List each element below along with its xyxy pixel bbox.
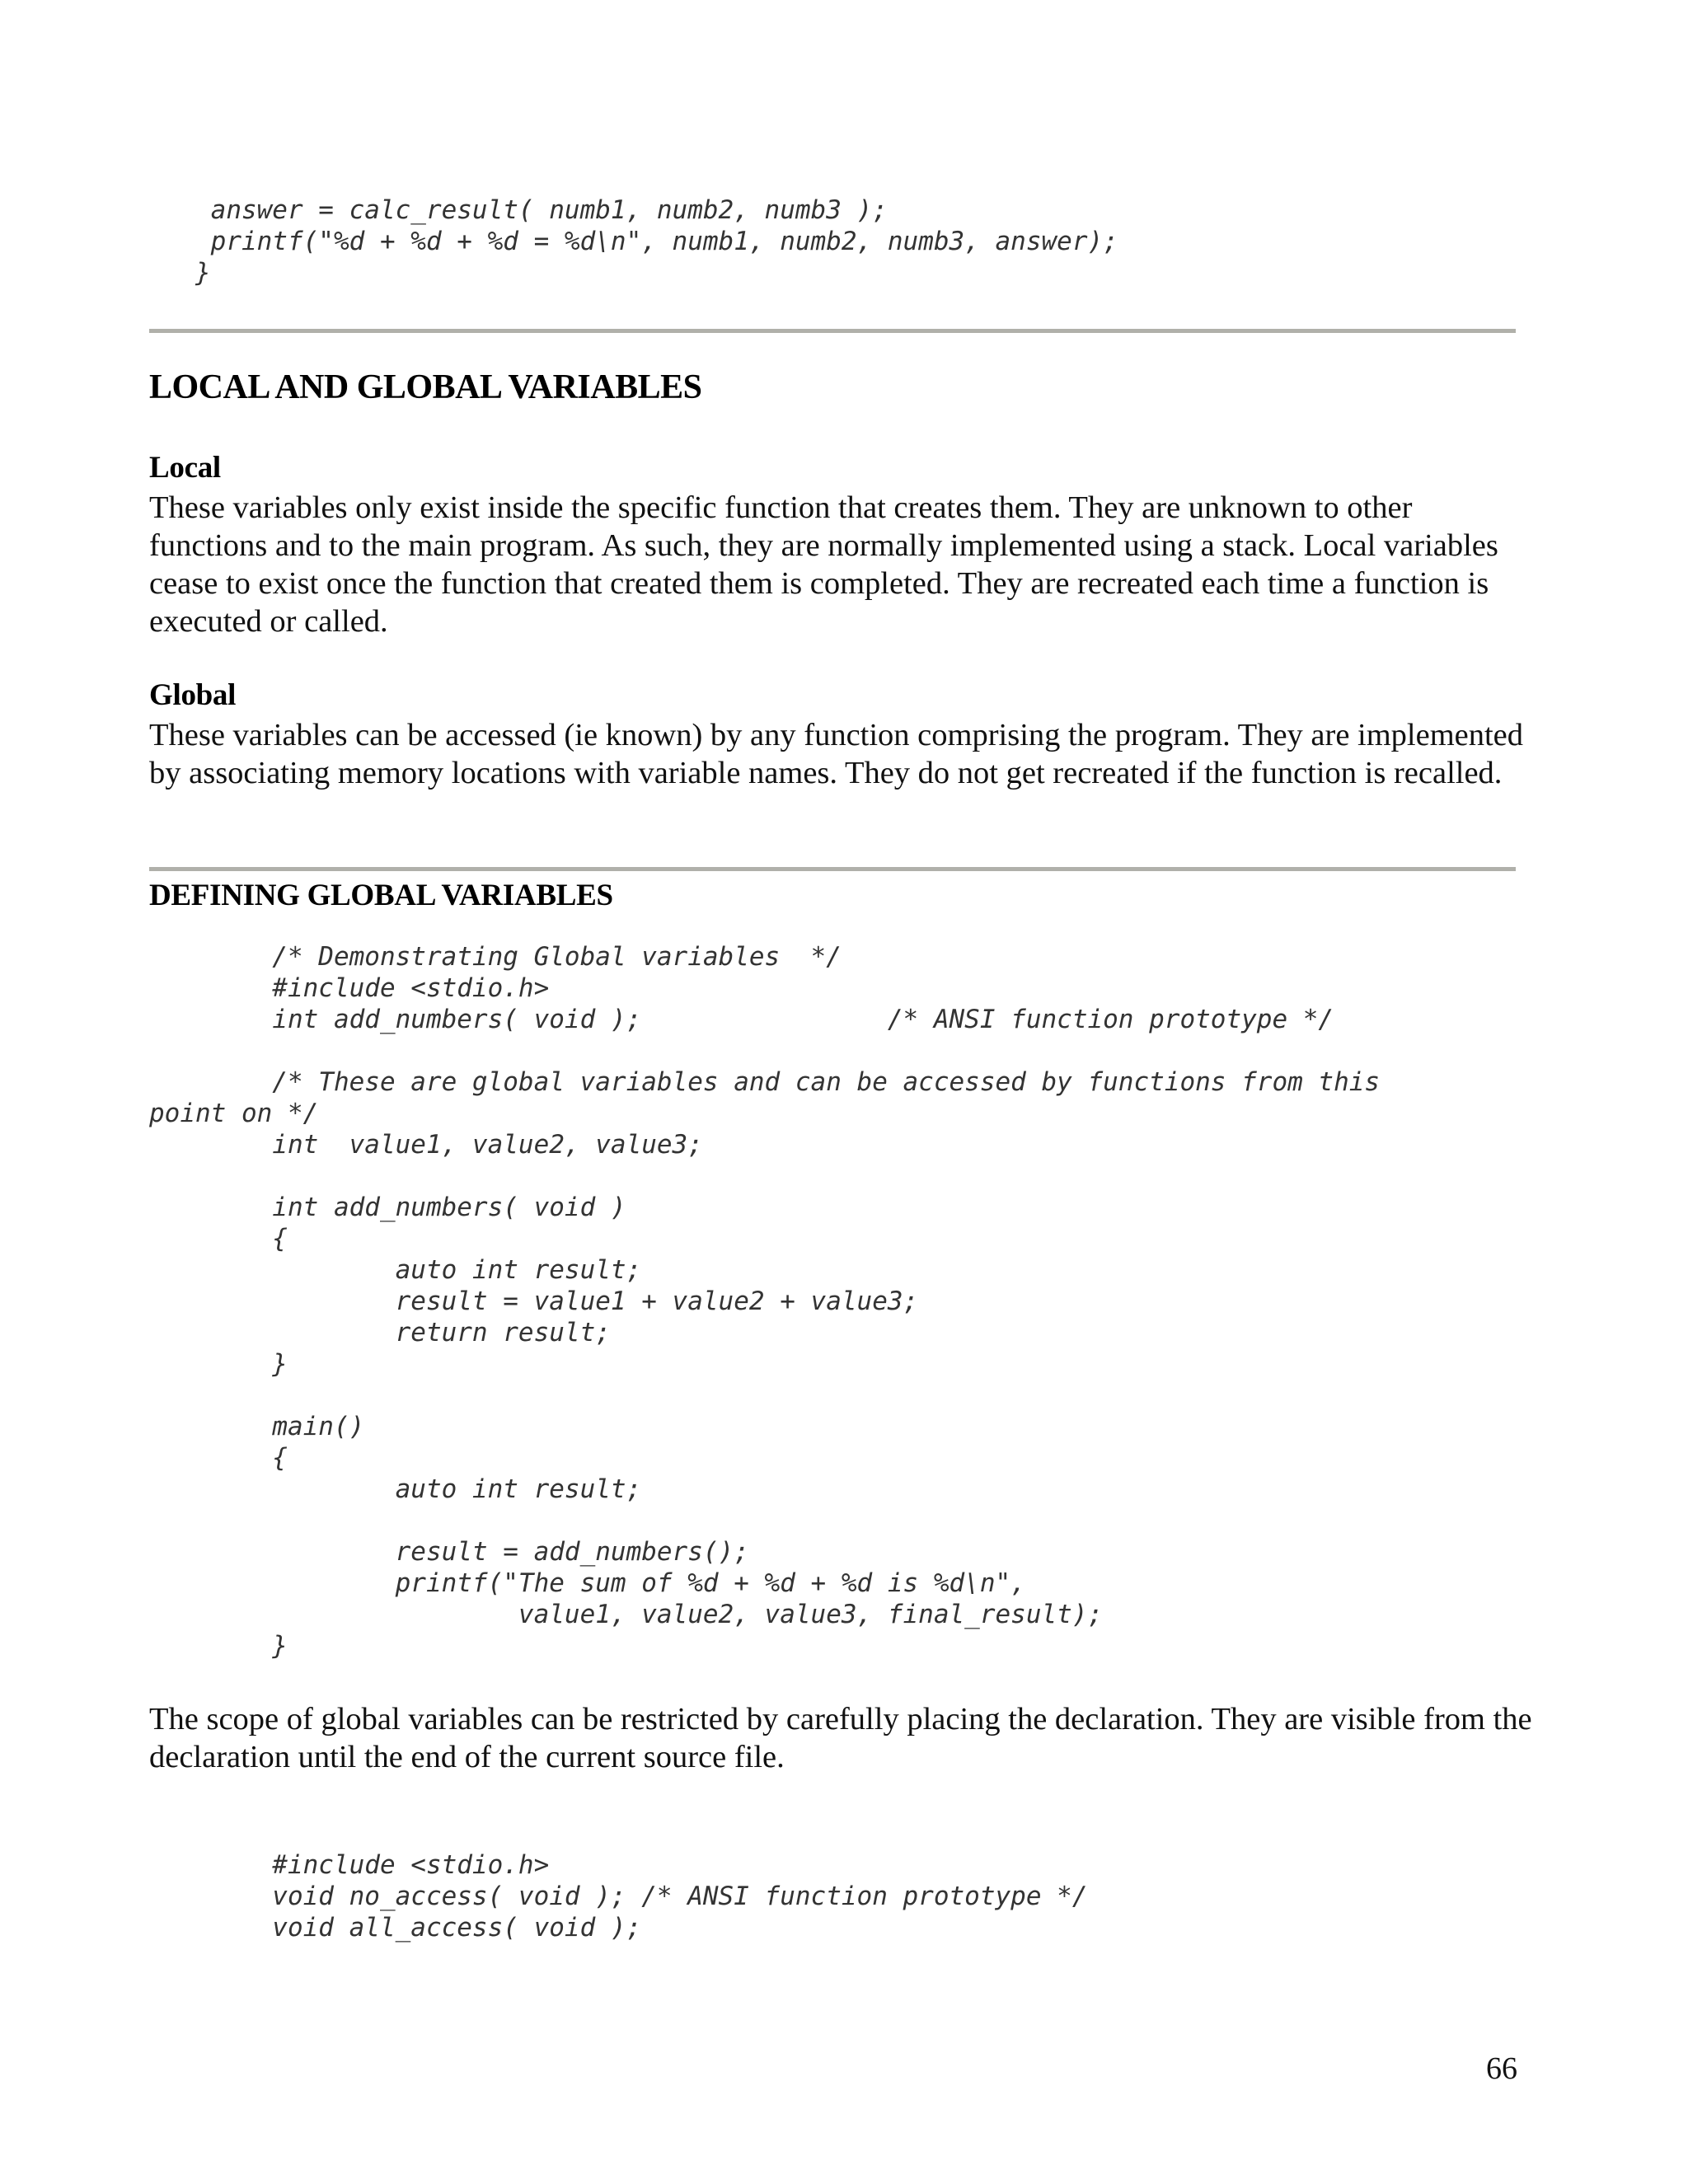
local-paragraph: These variables only exist inside the specific function that creates them. They are unknown to other functions and to the main program. As such, they are normally implemented using a stack. Local variables cease to exist once the function that created them is completed. They are recreated each time a function is executed or called. bbox=[149, 490, 1498, 639]
section-divider-1 bbox=[149, 329, 1516, 333]
code-snippet-top: answer = calc_result( numb1, numb2, numb3 ); printf("%d + %d + %d = %d\n", numb1, numb2, numb3, answer); } bbox=[195, 195, 1118, 288]
section-title-local-global: LOCAL AND GLOBAL VARIABLES bbox=[149, 368, 702, 406]
local-heading: Local bbox=[149, 451, 221, 485]
global-heading: Global bbox=[149, 678, 237, 712]
code-example-global-variables: /* Demonstrating Global variables */ #include <stdio.h> int add_numbers( void ); /* ANSI function prototype */ /* These are global variables and can be accessed by functions from this point on */ int value1, value2, value3; int add_numbers( void ) { auto int result; result = value1 + value2 + value3; return result; } main() { auto int result; result = add_numbers(); printf("The sum of %d + %d + %d is %d\n", value1, value2, value3, final_result); } bbox=[149, 942, 1381, 1661]
code-example-scope: #include <stdio.h> void no_access( void ); /* ANSI function prototype */ void all_access( void ); bbox=[272, 1850, 1088, 1943]
scope-paragraph: The scope of global variables can be restricted by carefully placing the declaration. They are visible from the declaration until the end of the current source file. bbox=[149, 1702, 1532, 1774]
section-title-defining-global: DEFINING GLOBAL VARIABLES bbox=[149, 879, 613, 912]
page-number: 66 bbox=[1486, 2051, 1517, 2086]
section-divider-2 bbox=[149, 867, 1516, 871]
global-paragraph: These variables can be accessed (ie known) by any function comprising the program. They are implemented by associating memory locations with variable names. They do not get recreated if the function is recalled. bbox=[149, 718, 1524, 790]
